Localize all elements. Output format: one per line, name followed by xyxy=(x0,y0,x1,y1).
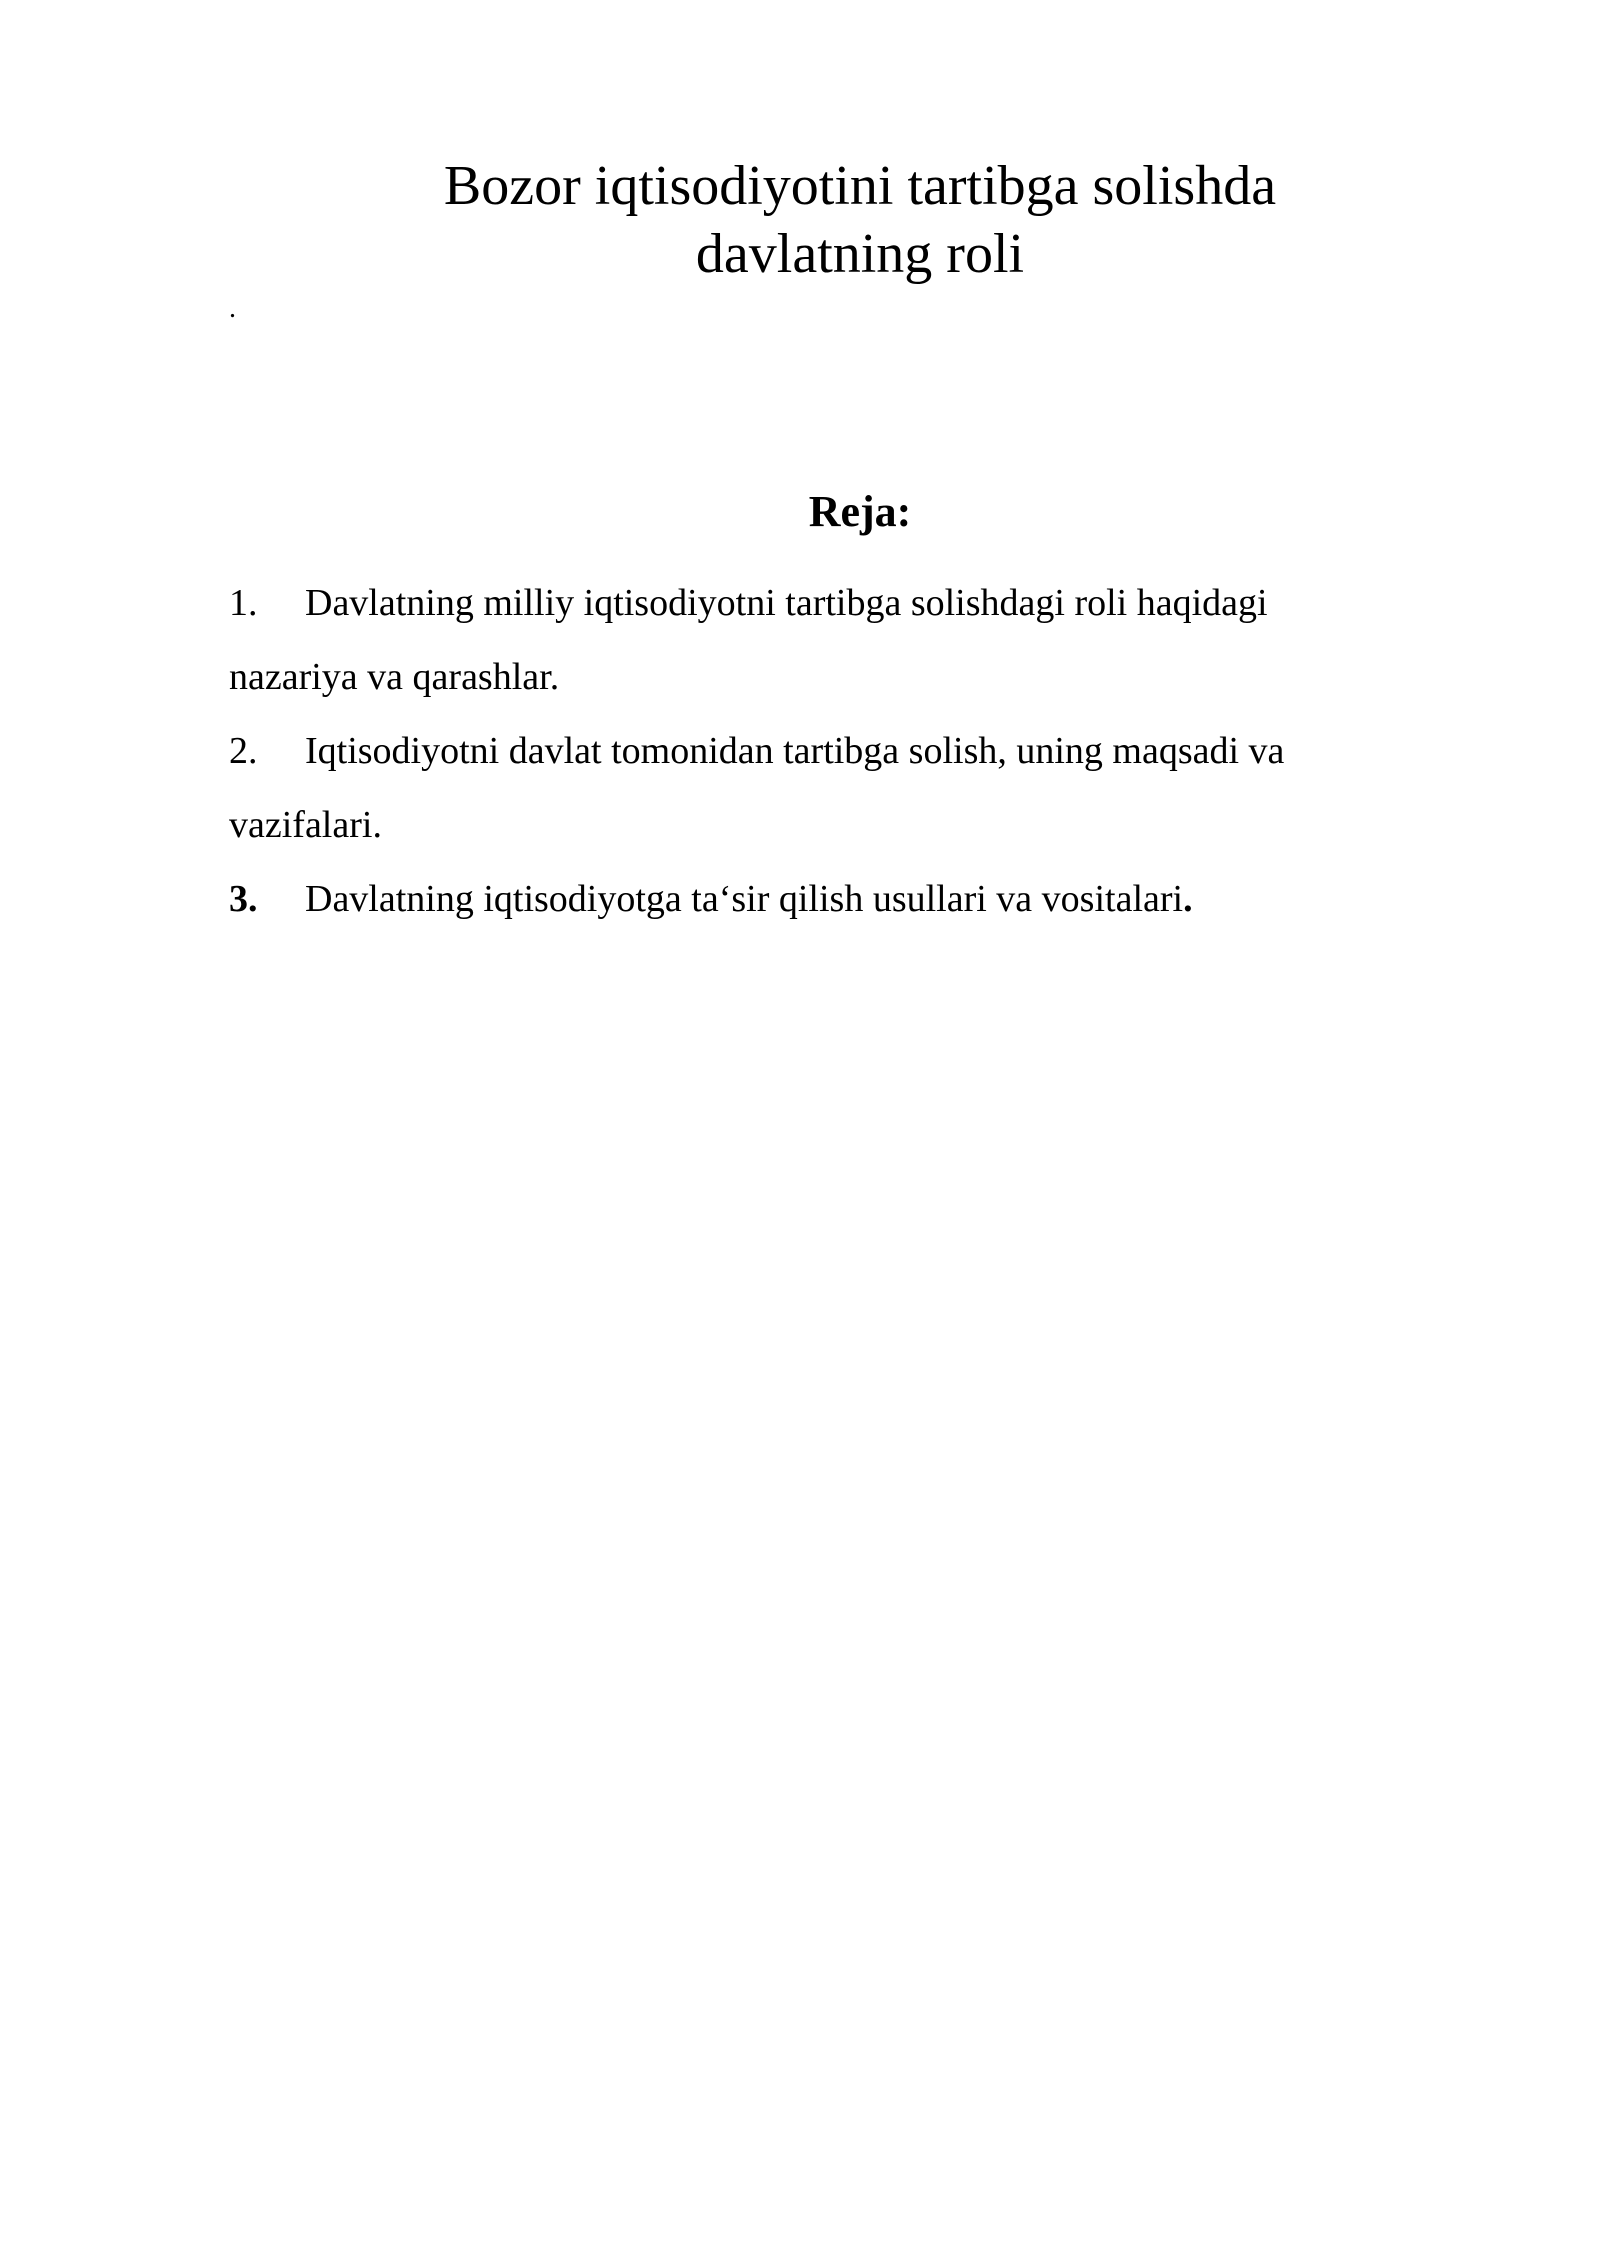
plan-item-text: Davlatning iqtisodiyotga ta‘sir qilish usullari va vositalari xyxy=(305,878,1184,920)
plan-item-ending: . xyxy=(1183,878,1193,920)
plan-item-number: 1. xyxy=(229,582,258,624)
title-line-2: davlatning roli xyxy=(695,223,1025,285)
document-title xyxy=(230,152,1490,288)
plan-item-3 xyxy=(229,862,1429,936)
plan-item-2-continuation xyxy=(229,788,1429,862)
plan-item-continuation: nazariya va qarashlar. xyxy=(229,656,560,698)
plan-item-text: Iqtisodiyotni davlat tomonidan tartibga solish, uning maqsadi va xyxy=(305,730,1285,772)
plan-item-2 xyxy=(229,714,1429,788)
plan-heading: Reja: xyxy=(808,487,912,536)
plan-list xyxy=(229,566,1429,936)
plan-item-number: 2. xyxy=(229,730,258,772)
plan-item-1-continuation xyxy=(229,640,1429,714)
plan-item-text: Davlatning milliy iqtisodiyotni tartibga solishdagi roli haqidagi xyxy=(305,582,1268,624)
plan-item-1 xyxy=(229,566,1429,640)
plan-item-number: 3. xyxy=(229,878,258,920)
title-line-1: Bozor iqtisodiyotini tartibga solishda xyxy=(443,155,1277,217)
plan-item-continuation: vazifalari. xyxy=(229,804,382,846)
stray-dot: . xyxy=(229,293,236,324)
